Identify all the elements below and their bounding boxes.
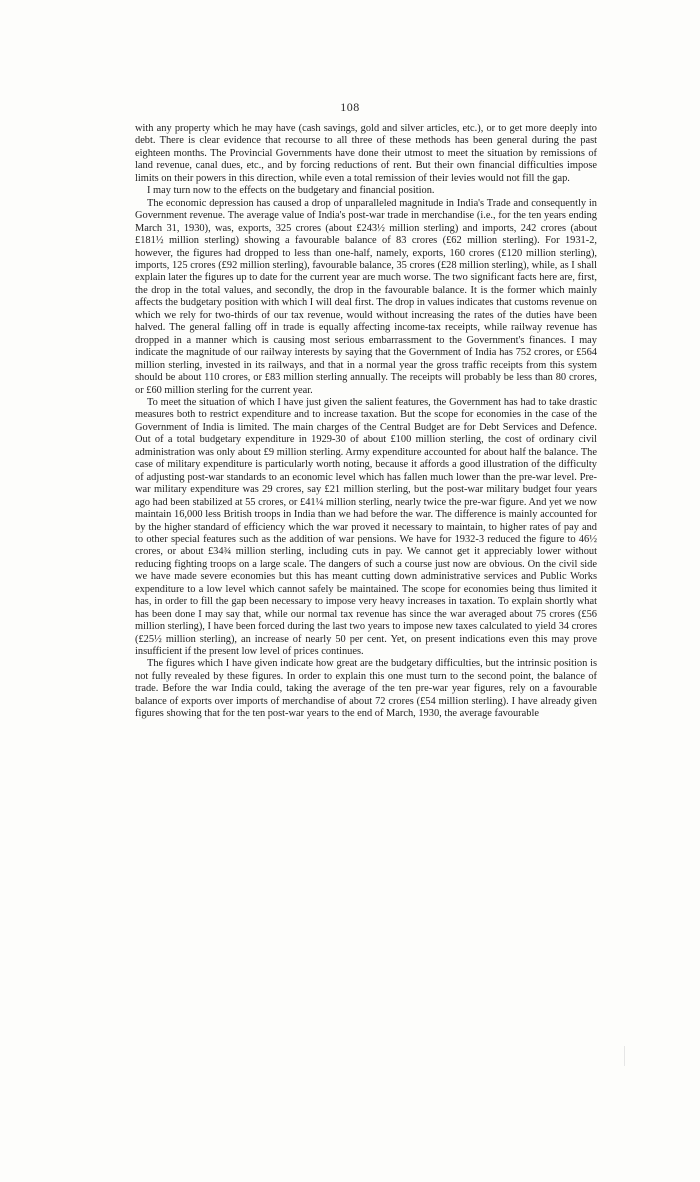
paragraph-government-measures: To meet the situation of which I have just given the salient features, the Government has had to take drastic measures both to restrict expenditure and to increase taxation. But the scope for economies in the case of the Government of India is limited. The main charges of the Central Budget are for Debt Services and Defence. Out of a total budgetary expenditure in 1929-30 of about £100 million sterling, the cost of ordinary civil administration was only about £9 million sterling. Army expenditure accounted for about half the balance. The case of military expenditure is particularly worth noting, because it affords a good illustration of the difficulty of adjusting post-war standards to an economic level which has fallen much lower than the pre-war level. Pre-war military expenditure was 29 crores, say £21 million sterling, but the post-war military budget four years ago had been stabilized at 55 crores, or £41¼ million sterling, nearly twice the pre-war figure. And yet we now maintain 16,000 less British troops in India than we had before the war. The difference is mainly accounted for by the higher standard of efficiency which the war proved it necessary to maintain, to higher rates of pay and to other special features such as the addition of war pensions. We have for 1932-3 reduced the figure to 46½ crores, or about £34¾ million sterling, including cuts in pay. We cannot get it appreciably lower without reducing fighting troops on a large scale. The dangers of such a course just now are obvious. On the civil side we have made severe economies but this has meant cutting down administrative services and Public Works expenditure to a low level which cannot safely be maintained. The scope for economies being thus limited it has, in order to fill the gap been necessary to impose very heavy increases in taxation. To explain shortly what has been done I may say that, while our normal tax revenue has since the war averaged about 75 crores (£56 million sterling), I have been forced during the last two years to impose new taxes calculated to yield 34 crores (£25½ million sterling), an increase of nearly 50 per cent. Yet, on present indications even this may prove insufficient if the present low level of prices continues.	[135, 396, 597, 658]
paragraph-budgetary-intro: I may turn now to the effects on the budgetary and financial position.	[147, 185, 435, 197]
paragraph-balance-of-trade: The figures which I have given indicate how great are the budgetary difficulties, but the intrinsic position is not fully revealed by these figures. In order to explain this one must turn to the second point, the balance of trade. Before the war India could, taking the average of the ten pre-war year figures, rely on a favourable balance of exports over imports of merchandise of about 72 crores (£54 million sterling). I have already given figures showing that for the ten post-war years to the end of March, 1930, the average favourable	[135, 658, 597, 720]
scan-artifact	[624, 1046, 625, 1066]
paragraph-economic-depression: The economic depression has caused a drop of unparalleled magnitude in India's Trade and consequently in Government revenue. The average value of India's post-war trade in merchandise (i.e., for the ten years ending March 31, 1930), was, exports, 325 crores (about £243½ million sterling) and imports, 242 crores (about £181½ million sterling) showing a favourable balance of 83 crores (£62 million sterling). For 1931-2, however, the figures had dropped to less than one-half, namely, exports, 160 crores (£120 million sterling), imports, 125 crores (£92 million sterling), favourable balance, 35 crores (£28 million sterling), while, as I shall explain later the figures up to date for the current year are much worse. The two significant facts here are, first, the drop in the total values, and secondly, the drop in the favourable balance. It is the former which mainly affects the budgetary position with which I will deal first. The drop in values indicates that customs revenue on which we rely for two-thirds of our tax revenue, would without increasing the rates of the duties have been halved. The general falling off in trade is equally affecting income-tax receipts, while railway revenue has dropped in a manner which is causing most serious embarrassment to the Government's finances. I may indicate the magnitude of our railway interests by saying that the Government of India has 752 crores, or £564 million sterling, invested in its railways, and that in a normal year the gross traffic receipts from this system should be about 110 crores, or £83 million sterling annually. The receipts will probably be less than 80 crores, or £60 million sterling for the current year.	[135, 197, 597, 396]
paragraph-continuation: with any property which he may have (cash savings, gold and silver articles, etc.), or to get more deeply into debt. There is clear evidence that recourse to all three of these methods has been general during the past eighteen months. The Provincial Governments have done their utmost to meet the situation by remissions of land revenue, canal dues, etc., and by forcing reductions of rent. But their own financial difficulties impose limits on their powers in this direction, while even a total remission of their levies would not fill the gap.	[135, 123, 597, 184]
page-number: 108	[340, 100, 360, 114]
body-text	[135, 123, 597, 721]
